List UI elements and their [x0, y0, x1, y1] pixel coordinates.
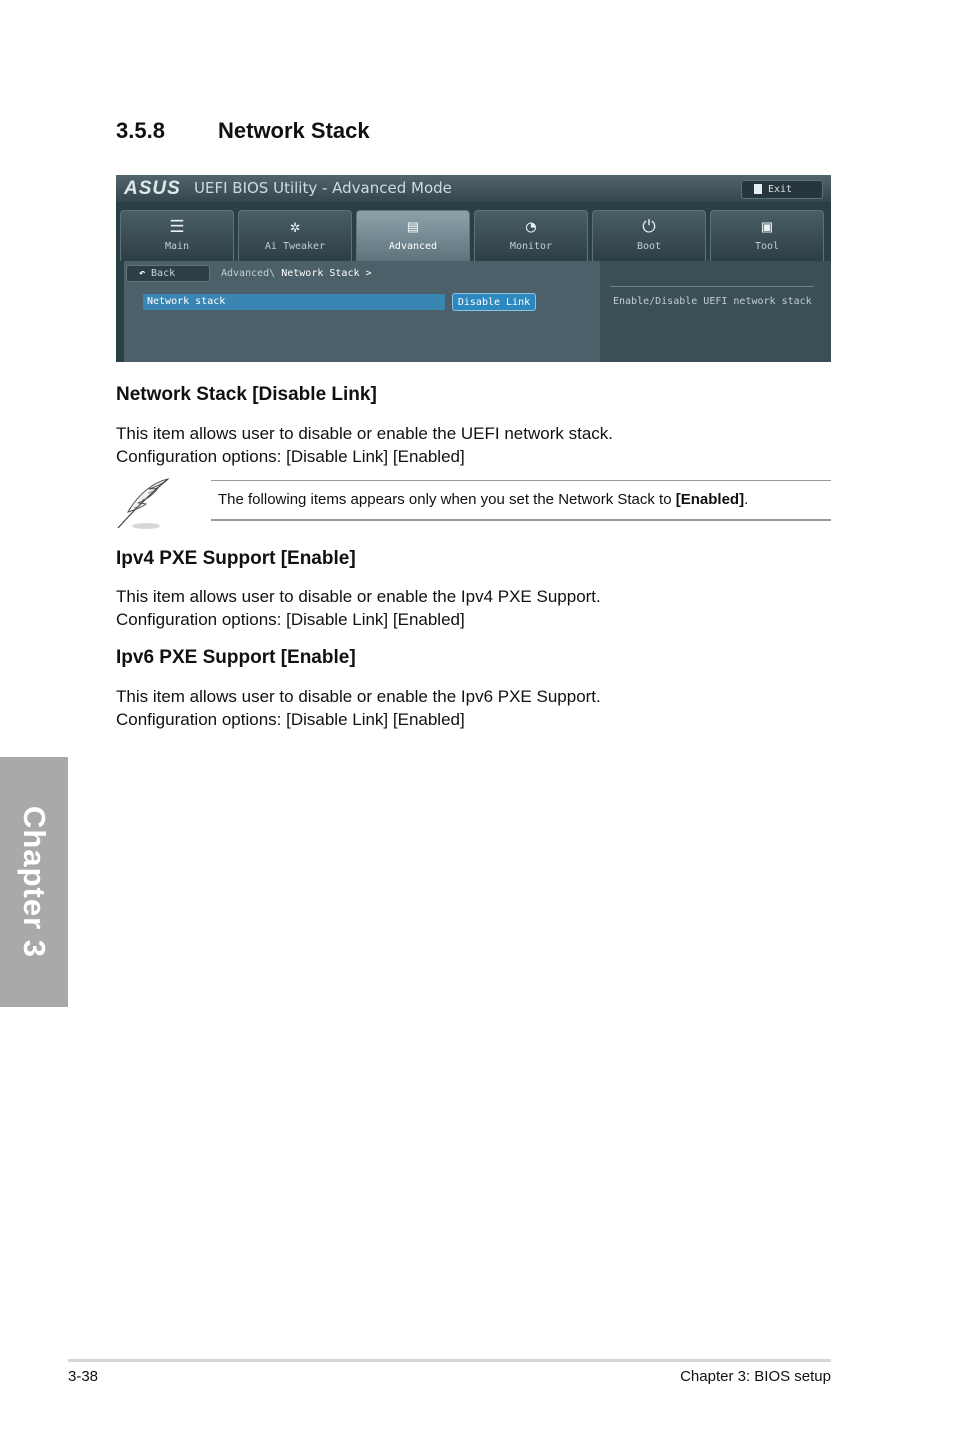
tab-label: Main: [164, 241, 190, 252]
breadcrumb-prefix: Advanced\: [221, 268, 276, 279]
tab-ai-tweaker[interactable]: [238, 210, 352, 261]
help-text: Enable/Disable UEFI network stack: [613, 296, 812, 307]
footer-chapter: Chapter 3: BIOS setup: [680, 1368, 831, 1385]
exit-label: Exit: [768, 184, 793, 195]
tab-monitor[interactable]: [474, 210, 588, 261]
help-divider: [610, 286, 814, 287]
tab-label: Monitor: [509, 241, 553, 252]
note-text: [218, 491, 748, 508]
item-description-ipv4: [116, 585, 601, 631]
config-options-line: Configuration options: [Disable Link] [Enabled]: [116, 610, 465, 629]
item-description-ipv6: [116, 685, 601, 731]
exit-icon: [754, 184, 762, 194]
note-text-main: The following items appears only when you set the Network Stack to: [218, 491, 676, 508]
network-stack-value-button[interactable]: Disable Link: [452, 293, 536, 311]
network-stack-item[interactable]: Network stack: [143, 294, 445, 310]
advanced-icon: ▤: [407, 217, 419, 237]
footer-rule: [68, 1359, 831, 1362]
description-line: This item allows user to disable or enable the UEFI network stack.: [116, 424, 613, 443]
bios-screenshot: [116, 175, 831, 362]
item-description-network-stack: [116, 422, 613, 468]
note-text-bold: [Enabled]: [675, 491, 745, 508]
tab-tool[interactable]: [710, 210, 824, 261]
back-label: Back: [151, 268, 176, 279]
bios-title-bar: [116, 175, 831, 202]
monitor-icon: ◔: [525, 217, 537, 237]
description-line: This item allows user to disable or enable the Ipv4 PXE Support.: [116, 587, 601, 606]
power-icon: ⏻: [642, 217, 656, 237]
tab-label: Advanced: [388, 241, 438, 252]
tab-main[interactable]: [120, 210, 234, 261]
tab-label: Ai Tweaker: [264, 241, 326, 252]
tab-label: Tool: [754, 241, 780, 252]
description-line: This item allows user to disable or enable the Ipv6 PXE Support.: [116, 687, 601, 706]
tab-label: Boot: [636, 241, 662, 252]
item-heading-ipv6: Ipv6 PXE Support [Enable]: [116, 647, 356, 668]
section-heading: [116, 118, 370, 144]
note-rule-bottom: [211, 519, 831, 521]
config-options-line: Configuration options: [Disable Link] [Enabled]: [116, 710, 465, 729]
chapter-side-tab: [0, 757, 68, 1007]
feather-note-icon: [114, 476, 174, 532]
config-options-line: Configuration options: [Disable Link] [Enabled]: [116, 447, 465, 466]
list-icon: ☰: [169, 217, 185, 237]
asus-logo: ASUS: [124, 178, 181, 199]
chapter-label: Chapter 3: [17, 806, 52, 958]
page-number: 3-38: [68, 1368, 99, 1385]
tweaker-icon: ✲: [289, 217, 301, 237]
tab-advanced[interactable]: [356, 210, 470, 261]
section-title: Network Stack: [218, 118, 370, 143]
breadcrumb: [221, 268, 372, 279]
breadcrumb-current: Network Stack >: [281, 268, 372, 279]
section-number: 3.5.8: [116, 118, 165, 143]
tab-boot[interactable]: [592, 210, 706, 261]
back-button[interactable]: [126, 265, 210, 282]
item-heading-ipv4: Ipv4 PXE Support [Enable]: [116, 548, 356, 569]
exit-button[interactable]: [741, 180, 823, 199]
tool-icon: ▣: [761, 217, 773, 237]
help-panel: [600, 261, 831, 362]
bios-tab-bar: [120, 210, 828, 261]
back-arrow-icon: ↶: [139, 268, 146, 279]
note-rule-top: [211, 480, 831, 481]
bios-title: UEFI BIOS Utility - Advanced Mode: [194, 179, 452, 197]
item-heading-network-stack: Network Stack [Disable Link]: [116, 384, 377, 405]
note-text-end: .: [744, 491, 749, 508]
